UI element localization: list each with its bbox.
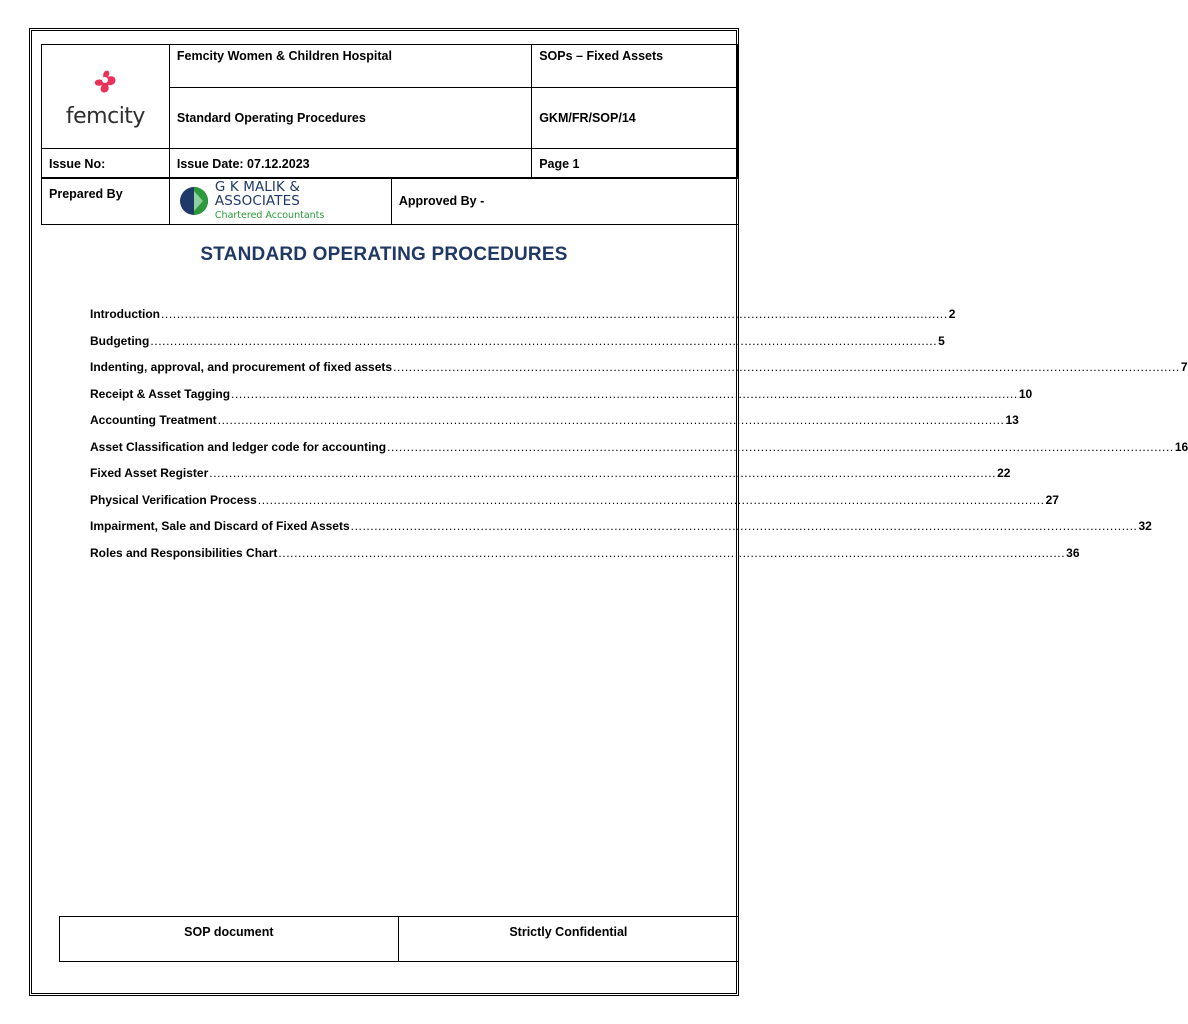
toc-label: Roles and Responsibilities Chart: [90, 545, 278, 560]
toc-page-number: 36: [1066, 545, 1080, 560]
doc-category: SOPs – Fixed Assets: [532, 45, 738, 88]
toc-label: Asset Classification and ledger code for accounting: [90, 439, 387, 454]
doc-code: GKM/FR/SOP/14: [532, 88, 738, 149]
toc-label: Introduction: [90, 307, 160, 321]
femcity-logo-text: femcity: [65, 103, 145, 129]
toc-leader-dots: ........................................................................................................................................................................................................: [231, 386, 1018, 401]
toc-leader-dots: ........................................................................................................................................................................................................: [209, 466, 997, 480]
footer-table: [59, 916, 738, 962]
toc-page-number: 13: [1005, 413, 1019, 427]
toc-entry[interactable]: [90, 307, 956, 334]
toc-leader-dots: ........................................................................................................................................................................................................: [278, 545, 1066, 560]
toc-entry[interactable]: [90, 492, 1059, 520]
toc-page-number: 22: [997, 466, 1011, 480]
toc-entry[interactable]: [90, 360, 1188, 387]
toc-entry[interactable]: [90, 439, 1188, 467]
toc-leader-dots: ........................................................................................................................................................................................................: [160, 307, 948, 321]
toc-page-number: 32: [1138, 519, 1152, 533]
toc-entry[interactable]: [90, 386, 1033, 414]
toc-entry[interactable]: [90, 413, 1019, 440]
toc-label: Receipt & Asset Tagging: [90, 386, 231, 401]
preparer-name: G K MALIK & ASSOCIATES: [214, 179, 300, 209]
hospital-name: Femcity Women & Children Hospital: [169, 45, 531, 88]
toc-label: Budgeting: [90, 333, 150, 348]
toc-entry[interactable]: [90, 545, 1080, 573]
toc-page-number: 27: [1045, 492, 1059, 507]
toc-leader-dots: ........................................................................................................................................................................................................: [387, 439, 1174, 454]
prepared-by-label: Prepared By: [42, 178, 170, 225]
toc-page-number: 16: [1174, 439, 1188, 454]
femcity-logo-cell: [42, 45, 170, 149]
toc-label: Accounting Treatment: [90, 413, 217, 427]
table-of-contents: [90, 307, 1188, 572]
toc-page-number: 2: [948, 307, 956, 321]
footer-left: SOP document: [60, 917, 399, 962]
document-header-table: [41, 44, 738, 179]
toc-page-number: 7: [1180, 360, 1188, 374]
toc-label: Impairment, Sale and Discard of Fixed Assets: [90, 519, 350, 533]
page-title: STANDARD OPERATING PROCEDURES: [200, 244, 568, 265]
toc-label: Physical Verification Process: [90, 492, 257, 507]
issue-date: Issue Date: 07.12.2023: [169, 149, 531, 179]
toc-page-number: 10: [1018, 386, 1033, 401]
toc-entry[interactable]: [90, 466, 1011, 493]
doc-title-cell: Standard Operating Procedures: [169, 88, 531, 149]
toc-label: Indenting, approval, and procurement of fixed assets: [90, 360, 393, 374]
gkm-circle-logo-icon: [179, 186, 209, 216]
prepared-by-table: [41, 177, 738, 225]
approved-by-label: Approved By -: [391, 178, 738, 225]
toc-leader-dots: ........................................................................................................................................................................................................: [393, 360, 1180, 374]
femcity-flower-logo-icon: [88, 65, 122, 97]
page-number: Page 1: [532, 149, 738, 179]
preparer-logo-cell: [169, 178, 391, 225]
toc-entry[interactable]: [90, 333, 945, 361]
toc-label: Fixed Asset Register: [90, 466, 209, 480]
toc-leader-dots: ........................................................................................................................................................................................................: [257, 492, 1045, 507]
issue-no-label: Issue No:: [42, 149, 170, 179]
toc-leader-dots: ........................................................................................................................................................................................................: [217, 413, 1005, 427]
toc-leader-dots: ........................................................................................................................................................................................................: [150, 333, 938, 348]
toc-leader-dots: ........................................................................................................................................................................................................: [350, 519, 1138, 533]
footer-right: Strictly Confidential: [398, 917, 738, 962]
toc-page-number: 5: [938, 333, 945, 348]
toc-entry[interactable]: [90, 519, 1152, 546]
preparer-subtitle: Chartered Accountants: [214, 210, 325, 222]
